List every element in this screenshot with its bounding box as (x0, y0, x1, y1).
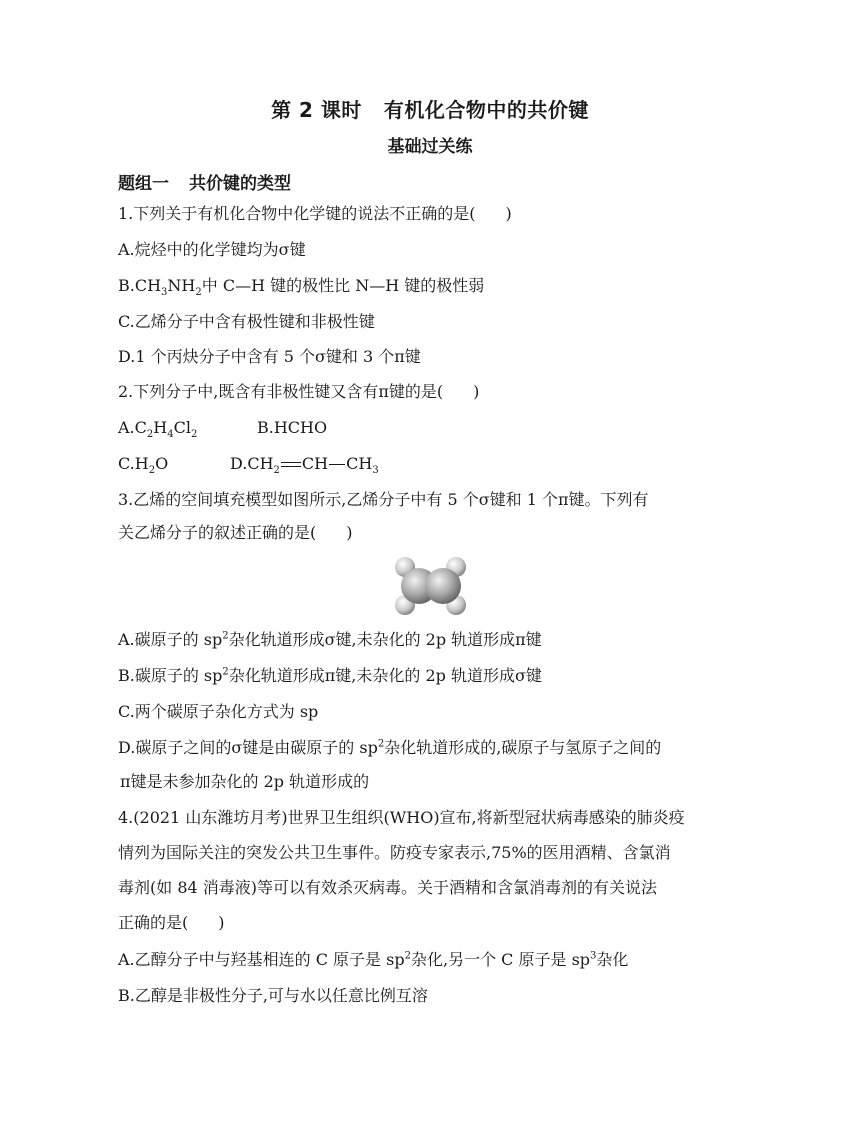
double-bond-icon (280, 460, 302, 470)
q2-option-d: $D.CH_2$ CH $CH_3$ (230, 454, 379, 477)
q4-stem-line4: 正确的是( ) (118, 913, 225, 932)
q1-option-d: D.1 个丙炔分子中含有 5 个σ键和 3 个π键 (118, 347, 421, 366)
page-title (0, 94, 860, 123)
q3-stem-line1: 3.乙烯的空间填充模型如图所示,乙烯分子中有 5 个σ键和 1 个π键。下列有 (118, 490, 649, 509)
q4-stem-line3: 毒剂(如 84 消毒液)等可以有效杀灭病毒。关于酒精和含氯消毒剂的有关说法 (118, 878, 658, 897)
q4-stem-line2: 情列为国际关注的突发公共卫生事件。防疫专家表示,75%的医用酒精、含氯消 (118, 843, 671, 862)
q2-stem: 2.下列分子中,既含有非极性键又含有π键的是( ) (118, 382, 480, 401)
lesson-number: 第 2 课时 (271, 98, 362, 122)
q4-stem-line1: 4.(2021 山东潍坊月考)世界卫生组织(WHO)宣布,将新型冠状病毒感染的肺炎疫 (118, 808, 685, 827)
q1-option-b: $B.CH_3NH_2$中 C—H 键的极性比 N—H 键的极性弱 (118, 276, 485, 299)
q2-option-a: $A.C_2H_4Cl_2$ (118, 418, 198, 441)
q1-option-a: A.烷烃中的化学键均为σ键 (118, 240, 306, 259)
q4-option-b: B.乙醇是非极性分子,可与水以任意比例互溶 (118, 986, 428, 1005)
q3-stem-line2: 关乙烯分子的叙述正确的是( ) (118, 523, 353, 542)
q3-option-c: C.两个碳原子杂化方式为 sp (118, 702, 319, 721)
q1-option-c: C.乙烯分子中含有极性键和非极性键 (118, 312, 375, 331)
group-name: 共价键的类型 (189, 174, 291, 194)
q3-option-a: A.碳原子的 $sp^2$杂化轨道形成σ键,未杂化的 2p 轨道形成π键 (118, 630, 542, 649)
q1-stem: 1.下列关于有机化合物中化学键的说法不正确的是( ) (118, 204, 512, 223)
lesson-topic: 有机化合物中的共价键 (383, 98, 589, 122)
group-label: 题组一 (118, 174, 169, 194)
q4-option-a: A.乙醇分子中与羟基相连的 C 原子是 $sp^2$杂化,另一个 C 原子是 $sp^3$杂化 (118, 950, 629, 969)
q2-option-c: $C.H_2O$ (118, 454, 169, 477)
section-subtitle: 基础过关练 (387, 137, 473, 157)
q3-option-d-line2: π键是未参加杂化的 2p 轨道形成的 (120, 772, 370, 791)
single-bond-icon (328, 460, 346, 470)
q3-option-b: B.碳原子的 $sp^2$杂化轨道形成π键,未杂化的 2p 轨道形成σ键 (118, 666, 542, 685)
q2-option-b: B.HCHO (257, 418, 328, 437)
ethylene-model-icon (391, 553, 471, 619)
question-group-heading (118, 169, 291, 194)
q3-option-d: D.碳原子之间的σ键是由碳原子的 $sp^2$杂化轨道形成的,碳原子与氢原子之间的 (118, 738, 662, 757)
